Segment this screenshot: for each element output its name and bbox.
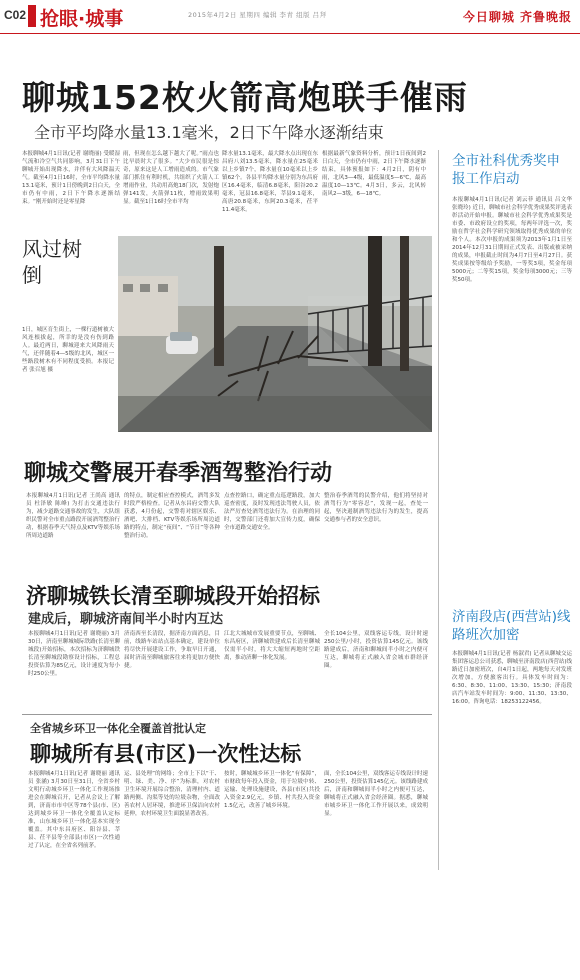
sanitation-body-col1: 本报聊城4月1日讯(记者 谢晓丽 通讯员 张涵) 3月30日至31日，全省乡村文明行动城乡环卫一体化工作现场推进会在聊城召开，记者从会议上了解到，济南市市中区等78个县(市、区)达到城乡环卫一体化全覆盖认定标准，山东城乡环卫一体化基本实现全覆盖。其中东昌府区、阳谷县、莘县、茌平县等全部县(市区)一次性通过了认定，在全省名列前茅。 — [28, 771, 120, 849]
lead-body-col1: 本报聊城4月1日讯(记者 谢晓丽) 受暖湿气流和冷空气共同影响，3月31日下午聊城开始出现降水，并伴有大风降温天气。截至4月1日16时，全市平均降水量13.1毫米，预计1日傍晚到2日白天，全市仍有中雨，2日下午降水逐渐结束。“刚开始时还是零星降 — [22, 151, 120, 205]
railway-body-col1: 本报聊城4月1日讯(记者 谢晓丽) 3月30日，济南至聊城城际铁路(长清至聊城段)开始招标，本次招标为济聊城铁长清至聊城段勘察设计招标，工程总投资估算为85亿元，设计速度为每小时250公里。 — [28, 631, 120, 677]
sidebar-title-social-science: 全市社科优秀奖申报工作启动 — [452, 153, 560, 187]
section-title: 抢眼·城事 — [40, 8, 124, 30]
railway-body-col2: 济南西至长清段，据济南方面消息，目前，线路车站站点基本确定，建设单位将尽快开展建设工作，争取早日开通，届时济南至聊城旅客往来将更加方便快捷。 — [124, 631, 220, 669]
railway-subhead: 建成后，聊城济南间半小时内互达 — [28, 612, 224, 627]
masthead-logo: 今日聊城 齐鲁晚报 — [462, 10, 572, 24]
traffic-body-col3: 点查控路口，确定重点巡逻路段，加大巡查密度，及时发现违法驾驶人员，依法严厉查处酒驾违法行为。在治理的同时，交警部门还将加大宣传力度，确保全市道路交通安全。 — [224, 493, 320, 531]
lead-body-col2: 雨，但现在怎么越下越大了呢。”雨点也比早晨时大了很多。“大少市民很是惊奇，原来这是人工增雨造成的。市气象部门抓住有利时机，共组织了火箭人工增雨作业，共动用高炮18门次，发射炮弹141发，火箭弹11枚，增雨效果明显。截至1日16时全市平均 — [123, 151, 219, 205]
page-number: C02 — [4, 8, 27, 22]
traffic-body-col2: 的特点，制定相应查控模式，酒驾多发时段严格检查。记者从东昌府交警大队获悉，4月份起，交警将对辖区娱乐、酒吧、大排档、KTV等娱乐场所周边道路的特点，制定“夜间”、“节日”等各种整治行动。 — [124, 493, 220, 539]
sanitation-body-col2: 运、县处理”的网络；全市上下以“干、明、绿、美、净、序”为标准，对农村卫生环境开展综合整治，清理村内、道路两侧、沟渠等处的垃圾杂物，全面改善农村人居环境，推进环卫保洁向农村延伸，农村环境卫生面貌显著改善。 — [124, 771, 220, 817]
sidebar-title-bus-route: 济南段店(西营站)线路班次加密 — [452, 609, 571, 643]
sanitation-headline: 聊城所有县(市区)一次性达标 — [30, 742, 302, 766]
railway-headline: 济聊城铁长清至聊城段开始招标 — [26, 584, 320, 608]
traffic-headline: 聊城交警展开春季酒驾整治行动 — [24, 461, 333, 486]
lead-body-col3: 降水量13.1毫米，最大降水点出现在东昌府八刘13.5毫米，降水量在25毫米以上乡镇7个，降水量在10毫米以上乡镇62个。各县平均降水量分别为东昌府区16.4毫米，临清6.8毫米，阳谷20.2毫米，冠县16.8毫米，莘县9.1毫米，高唐20.8毫米，东阿20.3毫米，茌平11.4毫米。 — [222, 151, 318, 213]
traffic-body-col1: 本报聊城4月1日讯(记者 王尚高 通讯员 杜泽敏 陈峰) 为打击交通违法行为，减少道路交通事故的发生，大队组织民警对全市重点路段开展酒驾整治行动，根据春季天气特点及KTV等娱乐场所周边道路 — [26, 493, 120, 539]
sanitation-body-col4: 面，全长104公里，双线客运专线设计时速250公里，投资估算145亿元。该线路建成后，济南和聊城间半小时之内便可互达，聊城将正式融入省会经济圈。据悉，聊城市城乡环卫一体化工作开展以来，成效明显。 — [324, 771, 428, 817]
edition-meta: 2015年4月2日 星期四 编辑 李青 组版 吕拜 — [188, 11, 327, 19]
lead-subhead: 全市平均降水量13.1毫米，2日下午降水逐渐结束 — [34, 123, 384, 142]
railway-body-col3: 江北大城城市发展重要节点，至聊城、东昌府区，济聊城铁建成后长清至聊城仅需半小时，将大大缩短两地时空距离，推动济聊一体化发展。 — [224, 631, 320, 661]
sidebar-body-social-science: 本报聊城4月1日讯(记者 刘云菲 通讯员 吕文华 张晓玲) 近日，聊城市社会科学优秀成果奖评选表彰活动开始申报。聊城市社会科学优秀成果奖是市委、市政府设立的奖项，每两年评选一次，奖励在哲学社会科学研究领域取得优秀成果的单位和个人。本次申报的成果须为2013年1月1日至2014年12月31日期间正式发表、出版或被采纳的成果，申报截止时间为4月7日至4月27日。获奖成果按等级给予奖励，一等奖3项，奖金每项5000元；二等奖15项，奖金每项3000元；三等奖50项。 — [452, 197, 572, 283]
section-marker — [28, 5, 36, 27]
photo-caption-body: 1日，城区育生街上，一棵行道树被大风连根拔起，所幸的是没有伤到路人。最近两日，聊城迎来大风降雨天气，还伴随着4—5级的北风，城区一些路段树木有不同程度受损。本报记者 张召旭 摄 — [22, 327, 114, 373]
sidebar-divider — [438, 150, 439, 870]
lead-headline: 聊城152枚火箭高炮联手催雨 — [22, 78, 468, 117]
railway-body-col4: 全长104公里，双线客运专线，设计时速250公里/小时，投资估算145亿元。该线路建成后，济南和聊城间半小时之内便可互达，聊城将正式融入省会城市群经济圈。 — [324, 631, 428, 669]
traffic-body-col4: 整治春季酒驾的民警介绍，他们将坚持对酒驾行为“零容忍”，发现一起，查处一起，坚决遏制酒驾违法行为的发生，提高交通参与者的安全意识。 — [324, 493, 428, 523]
sanitation-kicker: 全省城乡环卫一体化全覆盖首批认定 — [30, 722, 206, 735]
lead-body-col4: 根据最新气象资料分析，预计1日夜间到2日白天，全市仍有中雨，2日下午降水逐渐结束，具体预报如下：4月2日，阴有中雨，北风3—4级，最低温度5—6℃，最高温度10—13℃。4月3日，多云，北风转南风2—3级，6—18℃。 — [322, 151, 426, 197]
sanitation-body-col3: 按时，聊城城乡环卫一体化“有保障”，市财政每年投入资金，用于垃圾中转、运输、处理设施建设，各县(市区)共投入资金2.9亿元，乡镇、村共投入资金1.5亿元，改善了城乡环境。 — [224, 771, 320, 809]
photo-caption-title: 风过树倒 — [22, 237, 82, 287]
fallen-tree-photo — [118, 236, 432, 432]
sidebar-body-bus-route: 本报聊城4月1日讯(记者 杨淑君) 记者从聊城交运集团客运总公司获悉，聊城至济南段店(西营站)线路近日加密班次，自4月1日起，两地每天对发班次增加，方便旅客出行。具体发车时间为：6:30、8:30、11:00、13:30、15:30；济南段店汽车站发车时间为：9:00、11:30、13:30、16:00。咨询电话：18253122456。 — [452, 651, 572, 705]
section-divider — [22, 714, 432, 715]
